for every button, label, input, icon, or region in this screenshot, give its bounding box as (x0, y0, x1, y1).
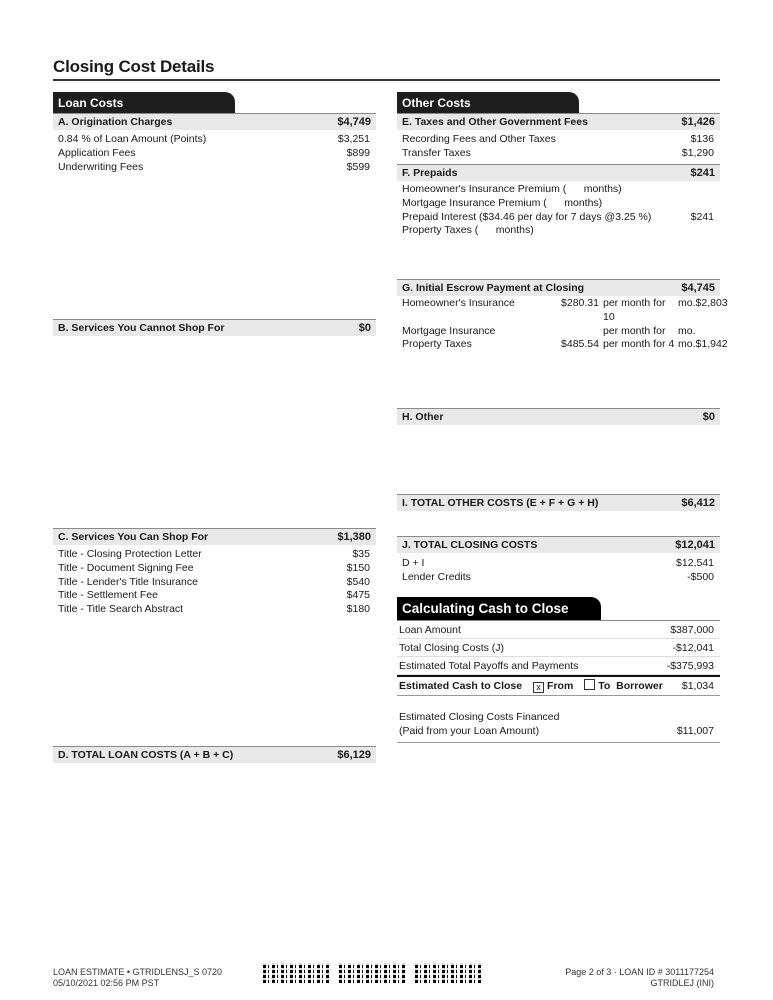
section-j-items (397, 557, 720, 585)
page-title: Closing Cost Details (53, 57, 215, 76)
loan-costs-tab: Loan Costs (53, 92, 235, 113)
list-item: Property Taxes ( months) (402, 224, 534, 237)
section-i-amount: $6,412 (681, 497, 715, 509)
list-item: Title - Closing Protection Letter $35 (58, 548, 370, 560)
list-item: 0.84 % of Loan Amount (Points) $3,251 (58, 133, 370, 145)
list-item: Mortgage Insurance Premium ( months) (402, 196, 603, 209)
cash-to-close-tab: Calculating Cash to Close (397, 597, 601, 620)
list-item: Recording Fees and Other Taxes $136 (402, 133, 714, 145)
closing-costs-financed: Estimated Closing Costs Financed (Paid from your Loan Amount) $11,007 (397, 711, 720, 743)
section-f-label: F. Prepaids (402, 167, 458, 179)
cash-row-payoffs: Estimated Total Payoffs and Payments -$375,993 (397, 657, 720, 675)
section-f-header (397, 164, 720, 181)
section-j-amount: $12,041 (675, 539, 715, 551)
section-c-label: C. Services You Can Shop For (58, 531, 209, 543)
section-j-header (397, 536, 720, 553)
other-costs-tab: Other Costs (397, 92, 579, 113)
list-item: D + I $12,541 (402, 557, 714, 569)
from-checkbox[interactable]: x (533, 682, 544, 693)
section-c-items (53, 548, 376, 617)
section-e-label: E. Taxes and Other Government Fees (402, 116, 588, 128)
footer-left: LOAN ESTIMATE • GTRIDLENSJ_S 0720 05/10/2021 02:56 PM PST (53, 967, 223, 988)
list-item: Title - Title Search Abstract $180 (58, 603, 370, 616)
title-divider (53, 79, 720, 81)
list-item: Homeowner's Insurance Premium ( months) (402, 183, 622, 195)
barcode-icon (415, 963, 481, 983)
section-h-header (397, 408, 720, 425)
section-b-amount: $0 (358, 322, 371, 334)
section-a-amount: $4,749 (337, 116, 371, 128)
section-h-label: H. Other (402, 411, 444, 423)
section-g-amount: $4,745 (681, 282, 715, 294)
section-e-items (397, 133, 720, 161)
section-a-items (53, 133, 376, 174)
cash-row-total-closing-costs: Total Closing Costs (J) -$12,041 (397, 639, 720, 657)
list-item: Property Taxes $485.54 per month for 4 mo. $1,942 (402, 338, 728, 351)
section-c-amount: $1,380 (337, 531, 371, 543)
section-d-header (53, 746, 376, 763)
section-i-label: I. TOTAL OTHER COSTS (E + F + G + H) (402, 497, 599, 509)
to-checkbox[interactable] (584, 679, 595, 690)
section-e-amount: $1,426 (681, 116, 715, 128)
barcode-icon (339, 963, 405, 983)
list-item: Application Fees $899 (58, 146, 370, 159)
barcode-icon (263, 963, 329, 983)
section-e-header (397, 113, 720, 130)
footer-right: Page 2 of 3 · LOAN ID # 3011177254 GTRIDLEJ (INI) (565, 967, 714, 988)
list-item: Title - Settlement Fee $475 (58, 589, 370, 602)
list-item: Underwriting Fees $599 (58, 160, 370, 173)
cash-row-estimated-cash-to-close: Estimated Cash to Close x From To Borrower $1,034 (397, 675, 720, 696)
section-d-label: D. TOTAL LOAN COSTS (A + B + C) (58, 749, 234, 761)
section-a-label: A. Origination Charges (58, 116, 173, 128)
section-f-items (397, 183, 720, 238)
cash-row-loan-amount: Loan Amount $387,000 (397, 621, 720, 639)
list-item: Homeowner's Insurance $280.31 per month for 10 mo. $2,803 (402, 297, 728, 323)
section-i-header (397, 494, 720, 511)
list-item: Lender Credits -$500 (402, 570, 714, 583)
section-d-amount: $6,129 (337, 749, 371, 761)
section-h-amount: $0 (702, 411, 715, 423)
section-c-header (53, 528, 376, 545)
section-b-label: B. Services You Cannot Shop For (58, 322, 225, 334)
section-a-header (53, 113, 376, 130)
list-item: Mortgage Insurance per month for mo. (402, 324, 696, 337)
cash-to-close-amount: $1,034 (681, 680, 714, 692)
section-j-label: J. TOTAL CLOSING COSTS (402, 539, 538, 551)
list-item: Transfer Taxes $1,290 (402, 146, 714, 159)
list-item: Title - Lender's Title Insurance $540 (58, 575, 370, 588)
list-item: Prepaid Interest ($34.46 per day for 7 days @3.25 %) $241 (402, 210, 714, 223)
section-g-header (397, 279, 720, 296)
section-f-amount: $241 (690, 167, 715, 179)
section-g-label: G. Initial Escrow Payment at Closing (402, 282, 585, 294)
section-g-items (397, 297, 728, 352)
list-item: Title - Document Signing Fee $150 (58, 561, 370, 574)
section-b-header (53, 319, 376, 336)
